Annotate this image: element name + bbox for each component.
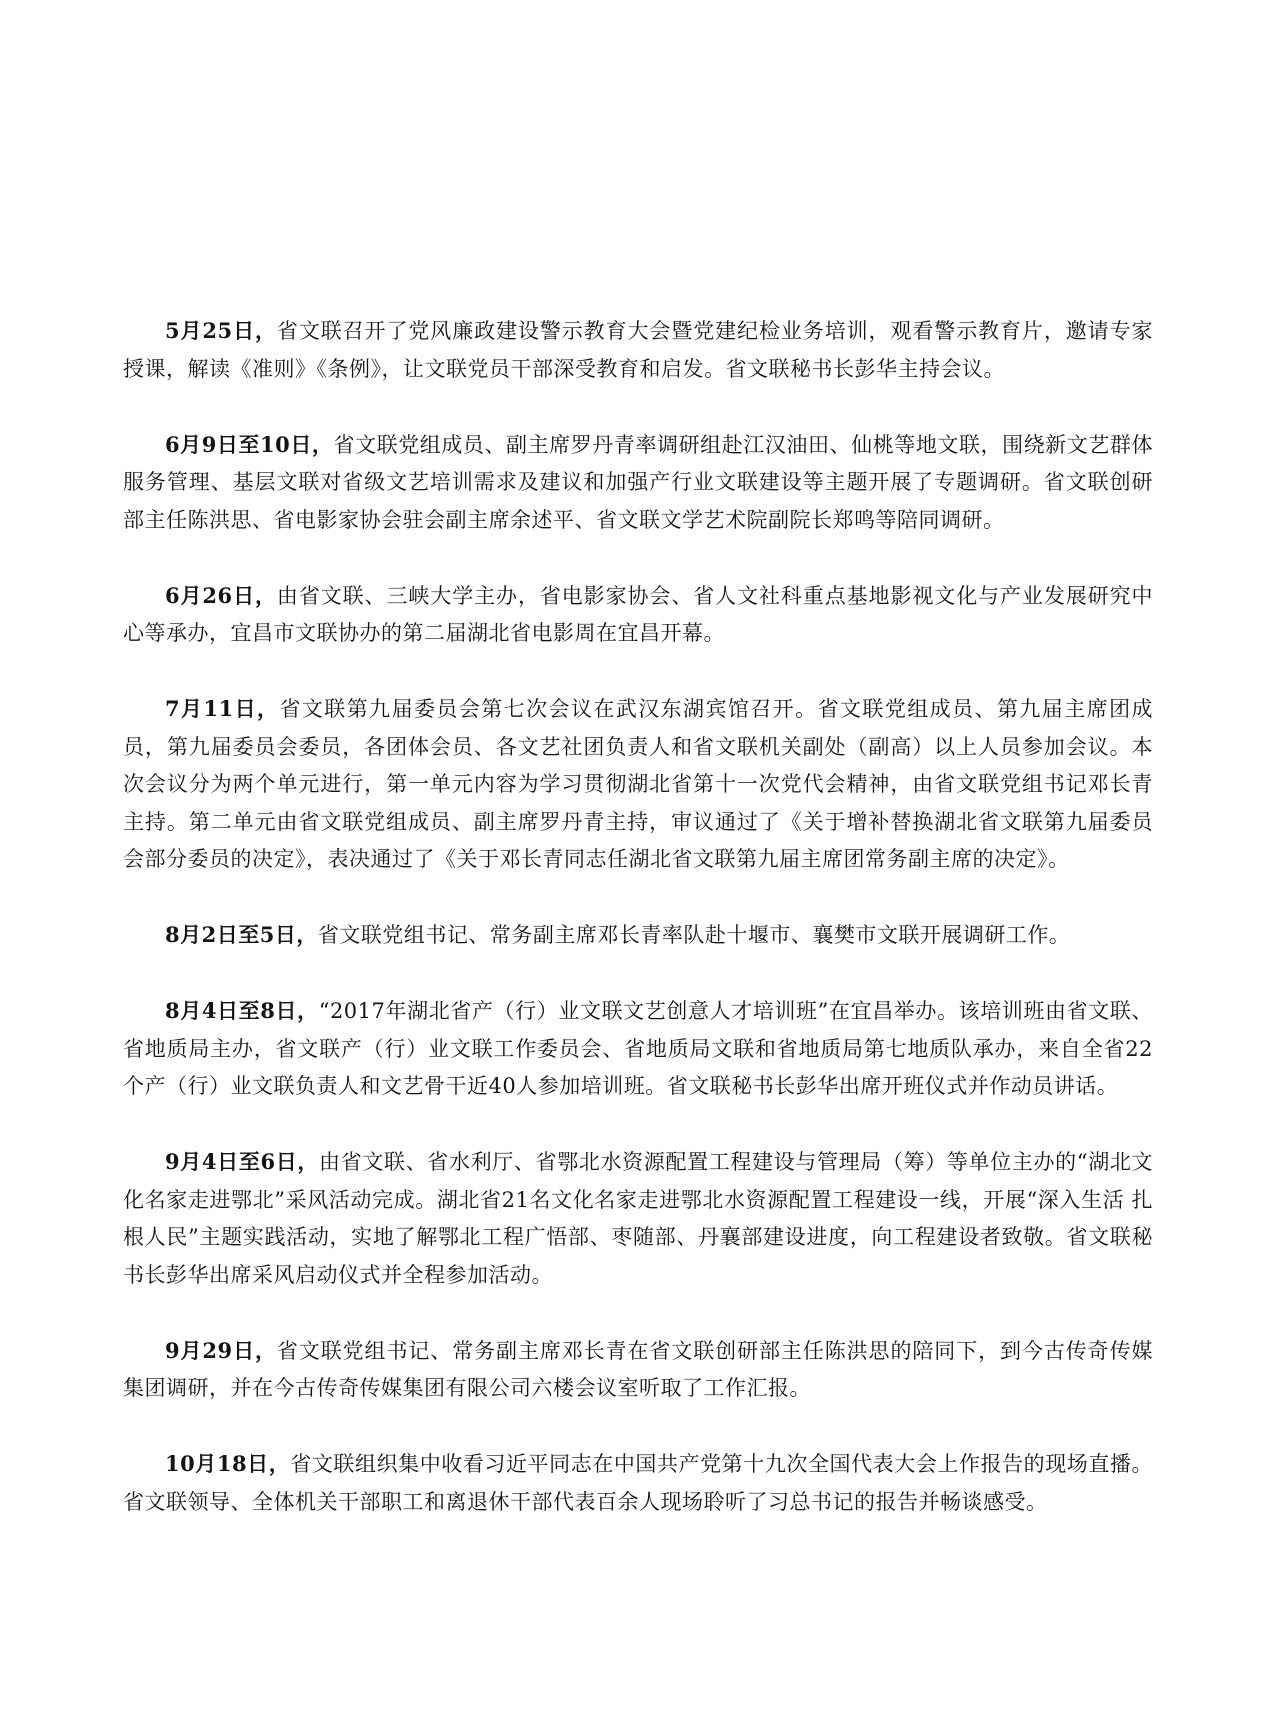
chronicle-paragraph — [123, 916, 1153, 955]
paragraph-date: 5月25日， — [165, 318, 277, 343]
paragraph-text: 由省文联、省水利厅、省鄂北水资源配置工程建设与管理局（筹）等单位主办的“湖北文化名家走进鄂北”采风活动完成。湖北省21名文化名家走进鄂北水资源配置工程建设一线，开展“深入生活 扎根人民”主题实践活动，实地了解鄂北工程广悟部、枣随部、丹襄部建设进度，向工程建设者致敬。省文联秘书长彭华出席采风启动仪式并全程参加活动。 — [123, 1150, 1153, 1287]
chronicle-paragraph — [123, 577, 1153, 653]
paragraph-date: 9月29日， — [165, 1337, 277, 1363]
paragraph-text: “2017年湖北省产（行）业文联文艺创意人才培训班”在宜昌举办。该培训班由省文联、省地质局主办，省文联产（行）业文联工作委员会、省地质局文联和省地质局第七地质队承办，来自全省22个产（行）业文联负责人和文艺骨干近40人参加培训班。省文联秘书长彭华出席开班仪式并作动员讲话。 — [123, 999, 1153, 1098]
paragraph-date: 8月4日至8日， — [165, 998, 319, 1023]
paragraph-text: 省文联第九届委员会第七次会议在武汉东湖宾馆召开。省文联党组成员、第九届主席团成员，第九届委员会委员，各团体会员、各文艺社团负责人和省文联机关副处（副高）以上人员参加会议。本次会议分为两个单元进行，第一单元内容为学习贯彻湖北省第十一次党代会精神，由省文联党组书记邓长青主持。第二单元由省文联党组成员、副主席罗丹青主持，审议通过了《关于增补替换湖北省文联第九届委员会部分委员的决定》，表决通过了《关于邓长青同志任湖北省文联第九届主席团常务副主席的决定》。 — [123, 697, 1153, 871]
paragraph-date: 9月4日至6日， — [165, 1149, 320, 1174]
chronicle-paragraph — [123, 690, 1153, 879]
chronicle-paragraph — [123, 1332, 1153, 1408]
paragraph-date: 6月26日， — [165, 582, 277, 608]
paragraph-text: 省文联党组书记、常务副主席邓长青率队赴十堰市、襄樊市文联开展调研工作。 — [317, 923, 1071, 947]
paragraph-date: 8月2日至5日， — [165, 922, 318, 947]
chronicle-paragraph — [123, 992, 1153, 1106]
chronicle-paragraph — [123, 426, 1153, 540]
chronicle-paragraph — [123, 312, 1153, 388]
paragraph-text: 省文联召开了党风廉政建设警示教育大会暨党建纪检业务培训，观看警示教育片，邀请专家授课，解读《准则》《条例》，让文联党员干部深受教育和启发。省文联秘书长彭华主持会议。 — [123, 319, 1153, 381]
paragraph-text: 省文联党组成员、副主席罗丹青率调研组赴江汉油田、仙桃等地文联，围绕新文艺群体服务管理、基层文联对省级文艺培训需求及建议和加强产行业文联建设等主题开展了专题调研。省文联创研部主任陈洪思、省电影家协会驻会副主席余述平、省文联文学艺术院副院长郑鸣等陪同调研。 — [123, 432, 1154, 532]
paragraph-date: 7月11日， — [165, 696, 280, 721]
paragraph-text: 省文联组织集中收看习近平同志在中国共产党第十九次全国代表大会上作报告的现场直播。省文联领导、全体机关干部职工和离退休干部代表百余人现场聆听了习总书记的报告并畅谈感受。 — [123, 1452, 1153, 1514]
document-content — [123, 312, 1153, 1521]
paragraph-text: 由省文联、三峡大学主办，省电影家协会、省人文社科重点基地影视文化与产业发展研究中心等承办，宜昌市文联协办的第二届湖北省电影周在宜昌开幕。 — [123, 583, 1153, 645]
paragraph-text: 省文联党组书记、常务副主席邓长青在省文联创研部主任陈洪思的陪同下，到今古传奇传媒集团调研，并在今古传奇传媒集团有限公司六楼会议室听取了工作汇报。 — [123, 1338, 1153, 1400]
chronicle-paragraph — [123, 1143, 1153, 1294]
chronicle-paragraph — [123, 1445, 1153, 1521]
paragraph-date: 6月9日至10日， — [165, 431, 334, 457]
paragraph-date: 10月18日， — [165, 1451, 291, 1476]
